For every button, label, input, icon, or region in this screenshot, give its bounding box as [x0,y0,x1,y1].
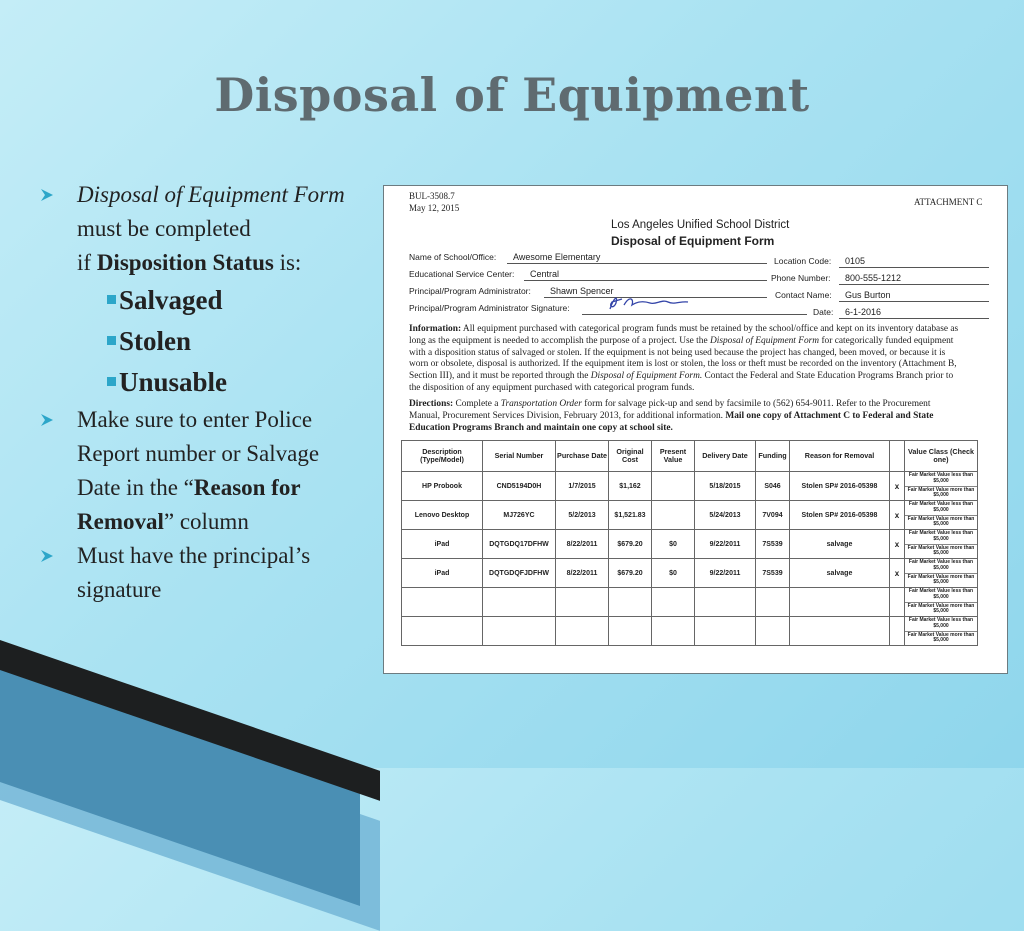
table-cell-funding: 7S539 [756,559,790,588]
col-header: Present Value [652,441,695,472]
table-cell-serial: MJ726YC [483,501,556,530]
sub-item-label: Salvaged [119,285,223,315]
value-class-less: Fair Market Value less than $5,000 [905,588,977,603]
table-cell-present [652,472,695,501]
value-class-more: Fair Market Value more than $5,000 [907,486,975,499]
table-cell-purchase: 1/7/2015 [556,472,609,501]
value-class-more: Fair Market Value more than $5,000 [907,602,975,615]
table-cell-present [652,617,695,646]
table-cell-desc: iPad [402,559,483,588]
police-line-2: Report number or Salvage [77,441,320,466]
table-cell-value-class [905,617,978,646]
table-cell-delivery: 5/24/2013 [695,501,756,530]
sub-item-stolen [40,321,385,362]
directions-text: Directions: Complete a Transportation Order form for salvage pick-up and send by facsimile to (562) 654-9011. Refer to the Procurement Manual, Procurement Services Division, February 2013, for additional information. Mail one copy of Attachment C to Federal and State Education Programs Branch and maintain one copy at school site. [409,399,934,433]
col-header: Reason for Removal [790,441,890,472]
must-complete-text: must be completed [77,216,251,241]
signature-line-2: signature [77,577,162,602]
table-cell-check: x [890,559,905,588]
table-cell-purchase: 8/22/2011 [556,559,609,588]
table-cell-desc [402,588,483,617]
table-cell-value-class [905,588,978,617]
value-class-more: Fair Market Value more than $5,000 [907,573,975,586]
col-header: Purchase Date [556,441,609,472]
table-cell-desc: Lenovo Desktop [402,501,483,530]
value-class-less: Fair Market Value less than $5,000 [905,559,977,574]
location-label: Location Code: [774,256,832,266]
table-row [402,530,978,559]
table-row [402,472,978,501]
date-field: 6-1-2016 [839,307,989,319]
table-cell-serial: DQTGDQFJDFHW [483,559,556,588]
table-cell-delivery: 9/22/2011 [695,530,756,559]
col-header: Description (Type/Model) [402,441,483,472]
phone-field: 800-555-1212 [839,273,989,285]
square-bullet-icon [107,295,116,304]
contact-label: Contact Name: [775,290,832,300]
doc-id: BUL-3508.7 [409,191,455,201]
table-cell-check: x [890,530,905,559]
bullet-item-signature [40,539,385,607]
disposal-form-image [383,185,1008,674]
col-header: Funding [756,441,790,472]
col-header: Value Class (Check one) [905,441,978,472]
district-name: Los Angeles Unified School District [611,219,790,231]
table-cell-value-class [905,559,978,588]
sub-item-unusable [40,362,385,403]
service-center-label: Educational Service Center: [409,269,515,279]
reason-for-text: Reason for [193,475,301,500]
table-cell-reason: Stolen SP# 2016-05398 [790,472,890,501]
table-cell-check: x [890,501,905,530]
handwritten-signature-icon [604,293,694,313]
equipment-table [401,440,978,646]
arrow-bullet-icon [40,413,54,427]
table-header-row [402,441,978,472]
bullet-item-police-report [40,403,385,539]
date-label: Date: [813,307,834,317]
table-cell-desc [402,617,483,646]
table-cell-funding [756,588,790,617]
table-cell-funding: 7V094 [756,501,790,530]
table-cell-present: $0 [652,559,695,588]
table-cell-reason: Stolen SP# 2016-05398 [790,501,890,530]
page-title: Disposal of Equipment [214,68,810,122]
table-cell-cost: $679.20 [609,530,652,559]
table-cell-serial: CND5194D0H [483,472,556,501]
table-cell-check: x [890,472,905,501]
table-cell-delivery: 5/18/2015 [695,472,756,501]
table-cell-present [652,588,695,617]
doc-date: May 12, 2015 [409,203,460,213]
col-header-check [890,441,905,472]
table-cell-reason: salvage [790,530,890,559]
table-cell-cost [609,617,652,646]
admin-label: Principal/Program Administrator: [409,286,531,296]
col-header: Serial Number [483,441,556,472]
signature-line-1: Must have the principal’s [77,543,311,568]
table-cell-value-class [905,501,978,530]
table-cell-value-class [905,472,978,501]
value-class-more: Fair Market Value more than $5,000 [907,515,975,528]
table-cell-delivery [695,617,756,646]
bullet-list [40,178,385,607]
table-row [402,588,978,617]
value-class-less: Fair Market Value less than $5,000 [905,472,977,487]
phone-label: Phone Number: [771,273,831,283]
school-label: Name of School/Office: [409,252,497,262]
table-cell-delivery: 9/22/2011 [695,559,756,588]
admin-field: Shawn Spencer [544,286,767,298]
column-text: ” column [163,509,249,534]
table-cell-present: $0 [652,530,695,559]
school-field: Awesome Elementary [507,252,767,264]
sub-item-label: Stolen [119,326,192,356]
table-cell-reason [790,588,890,617]
information-text: Information: All equipment purchased with categorical program funds must be retained by the school/office and kept on its inventory database as long as the equipment is needed to accomplish the purpose of a project. Use the Disposal of Equipment Form for categorically funded equipment with a disposition status of salvaged or stolen. If the equipment is not being used because the project has changed, been moved, or because it is worn or obsolete, disposal is authorized. If the equipment item is lost or stolen, the loss or theft must be recorded on the inventory (Attachment B, Section III), and it must be reported through the Disposal of Equipment Form. Contact the Federal and State Education Programs Branch prior to the disposition of any equipment purchased with categorical program funds. [409,324,959,393]
form-name-text: Disposal of Equipment Form [77,182,345,207]
table-cell-desc: iPad [402,530,483,559]
value-class-less: Fair Market Value less than $5,000 [905,501,977,516]
removal-text: Removal [77,509,164,534]
table-cell-funding: S046 [756,472,790,501]
table-row [402,501,978,530]
location-field: 0105 [839,256,989,268]
attachment-label: ATTACHMENT C [914,197,983,207]
table-cell-cost [609,588,652,617]
arrow-bullet-icon [40,549,54,563]
disposition-status-text: Disposition Status [96,250,274,275]
table-cell-purchase: 5/2/2013 [556,501,609,530]
service-center-field: Central [524,269,767,281]
square-bullet-icon [107,377,116,386]
table-cell-serial [483,617,556,646]
table-cell-reason: salvage [790,559,890,588]
table-cell-present [652,501,695,530]
table-row [402,559,978,588]
table-cell-cost: $679.20 [609,559,652,588]
table-cell-check [890,617,905,646]
police-line-1: Make sure to enter Police [77,407,313,432]
signature-field [582,303,807,315]
contact-field: Gus Burton [839,290,989,302]
if-text: if [77,250,92,275]
value-class-more: Fair Market Value more than $5,000 [907,544,975,557]
table-cell-check [890,588,905,617]
table-cell-funding: 7S539 [756,530,790,559]
value-class-less: Fair Market Value less than $5,000 [905,530,977,545]
value-class-less: Fair Market Value less than $5,000 [905,617,977,632]
arrow-bullet-icon [40,188,54,202]
table-cell-serial [483,588,556,617]
form-title: Disposal of Equipment Form [611,234,775,248]
col-header: Delivery Date [695,441,756,472]
police-line-3: Date in the “ [77,475,194,500]
table-row [402,617,978,646]
table-cell-serial: DQTGDQ17DFHW [483,530,556,559]
table-cell-purchase [556,617,609,646]
sub-item-salvaged [40,280,385,321]
table-cell-funding [756,617,790,646]
table-cell-reason [790,617,890,646]
decorative-stripe [0,652,360,906]
table-cell-purchase: 8/22/2011 [556,530,609,559]
is-text: is: [279,250,302,275]
table-cell-purchase [556,588,609,617]
table-cell-cost: $1,162 [609,472,652,501]
table-cell-desc: HP Probook [402,472,483,501]
bullet-item-form [40,178,385,280]
table-cell-cost: $1,521.83 [609,501,652,530]
table-cell-value-class [905,530,978,559]
square-bullet-icon [107,336,116,345]
sub-item-label: Unusable [119,367,228,397]
value-class-more: Fair Market Value more than $5,000 [907,631,975,644]
table-cell-delivery [695,588,756,617]
signature-label: Principal/Program Administrator Signature: [409,303,570,313]
col-header: Original Cost [609,441,652,472]
